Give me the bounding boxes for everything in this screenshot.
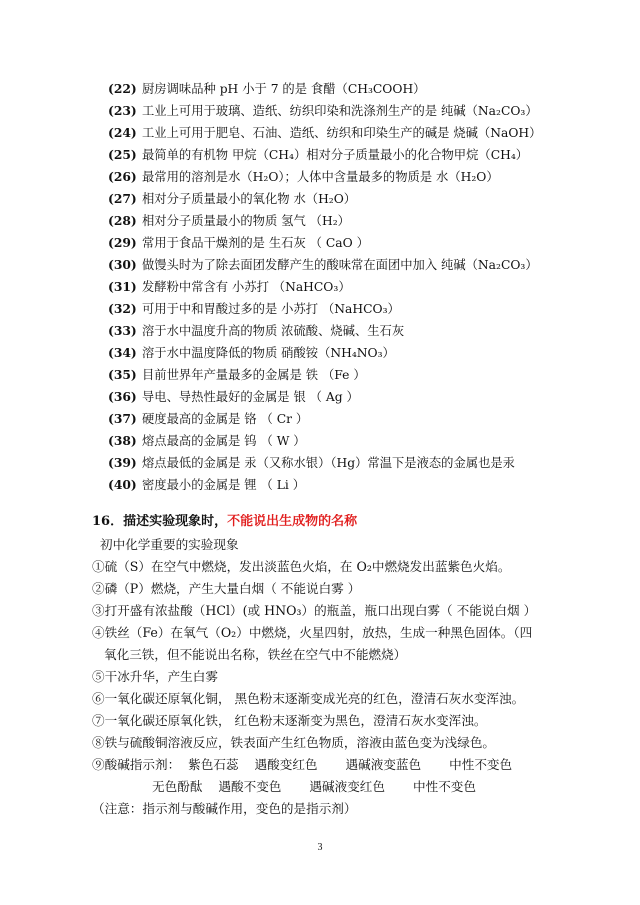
list-item: (33) 溶于水中温度升高的物质 浓硫酸、烧碱、生石灰 [108, 323, 405, 338]
list-item: (23) 工业上可用于玻璃、造纸、纺织印染和洗涤剂生产的是 纯碱（Na₂CO₃） [108, 103, 538, 118]
list-item: ⑦一氧化碳还原氧化铁， 红色粉末逐渐变为黑色，澄清石灰水变浑浊。 [92, 713, 487, 728]
list-item: 无色酚酞 遇酸不变色 遇碱液变红色 中性不变色 [92, 779, 476, 794]
list-item: (28) 相对分子质量最小的物质 氢气 （H₂） [108, 213, 350, 228]
list-item: (38) 熔点最高的金属是 钨 （ W ） [108, 433, 306, 448]
list-item: (30) 做馒头时为了除去面团发酵产生的酸味常在面团中加入 纯碱（Na₂CO₃） [108, 257, 538, 272]
list-item: ①硫（S）在空气中燃烧，发出淡蓝色火焰，在 O₂中燃烧发出蓝紫色火焰。 [92, 559, 511, 574]
section-highlight: 不能说出生成物的名称 [227, 514, 358, 529]
list-item: (34) 溶于水中温度降低的物质 硝酸铵（NH₄NO₃） [108, 345, 395, 360]
list-item: (37) 硬度最高的金属是 铬 （ Cr ） [108, 411, 309, 426]
list-item: 氧化三铁，但不能说出名称，铁丝在空气中不能燃烧） [92, 647, 407, 662]
list-item: (29) 常用于食品干燥剂的是 生石灰 （ CaO ） [108, 235, 369, 250]
page-number: 3 [317, 842, 323, 853]
list-item: ②磷（P）燃烧，产生大量白烟（ 不能说白雾 ） [92, 581, 361, 596]
list-item: (31) 发酵粉中常含有 小苏打 （NaHCO₃） [108, 279, 351, 294]
list-item: ⑨酸碱指示剂： 紫色石蕊 遇酸变红色 遇碱液变蓝色 中性不变色 [92, 757, 513, 772]
list-item: (40) 密度最小的金属是 锂 （ Li ） [108, 477, 306, 492]
list-item: (22) 厨房调味品种 pH 小于 7 的是 食醋（CH₃COOH） [108, 81, 426, 96]
section-heading: 16．描述实验现象时，不能说出生成物的名称 [92, 514, 358, 529]
list-item: (25) 最简单的有机物 甲烷（CH₄）相对分子质量最小的化合物甲烷（CH₄） [108, 147, 529, 162]
list-item: ③打开盛有浓盐酸（HCl）(或 HNO₃）的瓶盖，瓶口出现白雾（ 不能说白烟 ） [92, 603, 537, 618]
list-item: (26) 最常用的溶剂是水（H₂O）；人体中含量最多的物质是 水（H₂O） [108, 169, 499, 184]
list-item: (27) 相对分子质量最小的氧化物 水（H₂O） [108, 191, 357, 206]
list-item: ④铁丝（Fe）在氧气（O₂）中燃烧，火星四射，放热，生成一种黑色固体。（四 [92, 625, 533, 640]
list-item: ⑤干冰升华，产生白雾 [92, 669, 218, 684]
list-item: (36) 导电、导热性最好的金属是 银 （ Ag ） [108, 389, 359, 404]
list-item: (35) 目前世界年产量最多的金属是 铁 （Fe ） [108, 367, 366, 382]
list-item: （注意：指示剂与酸碱作用，变色的是指示剂） [92, 801, 357, 816]
list-item: ⑧铁与硫酸铜溶液反应，铁表面产生红色物质，溶液由蓝色变为浅绿色。 [92, 735, 495, 750]
list-item: ⑥一氧化碳还原氧化铜， 黑色粉末逐渐变成光亮的红色，澄清石灰水变浑浊。 [92, 691, 525, 706]
list-item: (39) 熔点最低的金属是 汞（又称水银）（Hg）常温下是液态的金属也是汞 [108, 455, 515, 470]
list-item: (32) 可用于中和胃酸过多的是 小苏打 （NaHCO₃） [108, 301, 400, 316]
list-item: (24) 工业上可用于肥皂、石油、造纸、纺织和印染生产的碱是 烧碱（NaOH） [108, 125, 542, 140]
section-subtitle: 初中化学重要的实验现象 [100, 537, 239, 552]
